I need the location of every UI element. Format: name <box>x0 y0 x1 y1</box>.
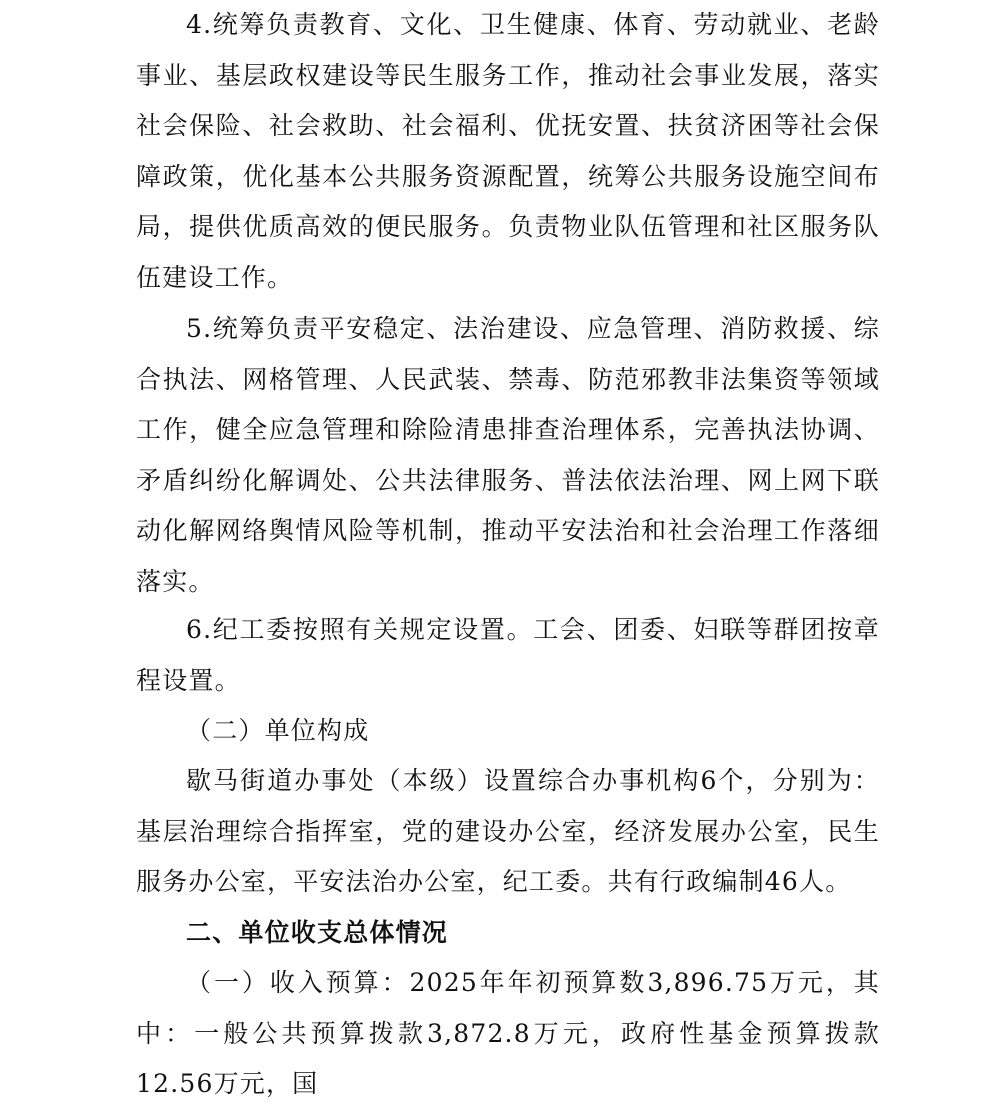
section-heading-budget-overview: 二、单位收支总体情况 <box>186 918 449 947</box>
paragraph-income-budget: （一）收入预算：2025年年初预算数3,896.75万元，其中：一般公共预算拨款3,872.8万元，政府性基金预算拨款12.56万元，国 <box>136 968 880 1098</box>
paragraph-duty-4: 4.统筹负责教育、文化、卫生健康、体育、劳动就业、老龄事业、基层政权建设等民生服务工作，推动社会事业发展，落实社会保险、社会救助、社会福利、优抚安置、扶贫济困等社会保障政策，优化基本公共服务资源配置，统筹公共服务设施空间布局，提供优质高效的便民服务。负责物业队伍管理和社区服务队伍建设工作。 <box>136 10 880 292</box>
section-heading-unit-composition: （二）单位构成 <box>186 716 370 745</box>
paragraph-unit-composition: 歇马街道办事处（本级）设置综合办事机构6个，分别为：基层治理综合指挥室，党的建设办公室，经济发展办公室，民生服务办公室，平安法治办公室，纪工委。共有行政编制46人。 <box>136 766 880 896</box>
paragraph-duty-6: 6.纪工委按照有关规定设置。工会、团委、妇联等群团按章程设置。 <box>136 615 880 695</box>
paragraph-duty-5: 5.统筹负责平安稳定、法治建设、应急管理、消防救援、综合执法、网格管理、人民武装、禁毒、防范邪教非法集资等领域工作，健全应急管理和除险清患排查治理体系，完善执法协调、矛盾纠纷化解调处、公共法律服务、普法依法治理、网上网下联动化解网络舆情风险等机制，推动平安法治和社会治理工作落细落实。 <box>136 314 880 596</box>
